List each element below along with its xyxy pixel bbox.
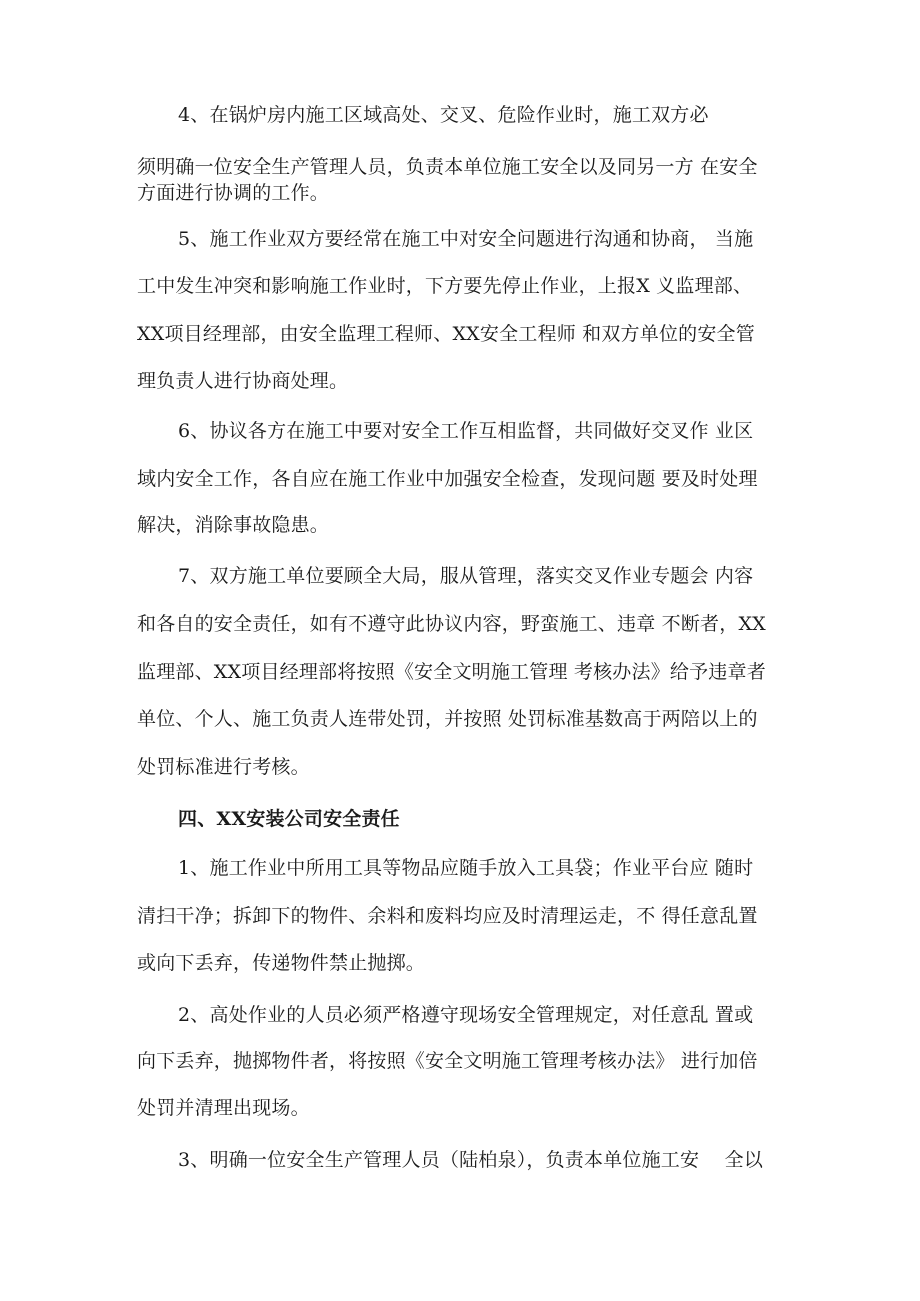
- item-1-line-3: 或向下丢弃，传递物件禁止抛掷。: [137, 952, 426, 974]
- paragraph-5-line-2: 工中发生冲突和影响施工作业时，下方要先停止作业，上报X 义监理部、: [137, 275, 753, 297]
- item-2-line-3: 处罚并清理出现场。: [137, 1097, 310, 1119]
- paragraph-6-line-2: 域内安全工作，各自应在施工作业中加强安全检查，发现问题 要及时处理: [137, 468, 758, 490]
- paragraph-6-line-1: 6、协议各方在施工中要对安全工作互相监督，共同做好交叉作 业区: [178, 420, 754, 442]
- item-1-line-1: 1、施工作业中所用工具等物品应随手放入工具袋；作业平台应 随时: [178, 857, 754, 879]
- paragraph-4-line-3: 方面进行协调的工作。: [137, 182, 330, 204]
- paragraph-5-line-3: XX项目经理部，由安全监理工程师、XX安全工程师 和双方单位的安全管: [137, 323, 755, 345]
- paragraph-7-line-2: 和各自的安全责任，如有不遵守此协议内容，野蛮施工、违章 不断者，XX: [137, 613, 766, 635]
- paragraph-7-line-1: 7、双方施工单位要顾全大局，服从管理，落实交叉作业专题会 内容: [178, 565, 754, 587]
- item-3-line-1: 3、明确一位安全生产管理人员（陆柏泉），负责本单位施工安 全以: [178, 1149, 764, 1171]
- item-2-line-2: 向下丢弃，抛掷物件者，将按照《安全文明施工管理考核办法》 进行加倍: [137, 1050, 758, 1072]
- paragraph-7-line-4: 单位、个人、施工负责人连带处罚，并按照 处罚标准基数高于两陪以上的: [137, 708, 758, 730]
- paragraph-4-line-1: 4、在锅炉房内施工区域高处、交叉、危险作业时，施工双方必: [178, 104, 709, 126]
- paragraph-7-line-5: 处罚标准进行考核。: [137, 756, 310, 778]
- paragraph-5-line-4: 理负责人进行协商处理。: [137, 370, 349, 392]
- paragraph-5-line-1: 5、施工作业双方要经常在施工中对安全问题进行沟通和协商， 当施: [178, 228, 754, 250]
- paragraph-7-line-3: 监理部、XX项目经理部将按照《安全文明施工管理 考核办法》给予违章者: [137, 661, 766, 683]
- item-2-line-1: 2、高处作业的人员必须严格遵守现场安全管理规定，对任意乱 置或: [178, 1004, 754, 1026]
- paragraph-6-line-3: 解决，消除事故隐患。: [137, 514, 330, 536]
- item-1-line-2: 清扫干净；拆卸下的物件、余料和废料均应及时清理运走，不 得任意乱置: [137, 905, 758, 927]
- section-heading: 四、XX安装公司安全责任: [178, 808, 400, 830]
- paragraph-4-line-2: 须明确一位安全生产管理人员，负责本单位施工安全以及同另一方 在安全: [137, 156, 758, 178]
